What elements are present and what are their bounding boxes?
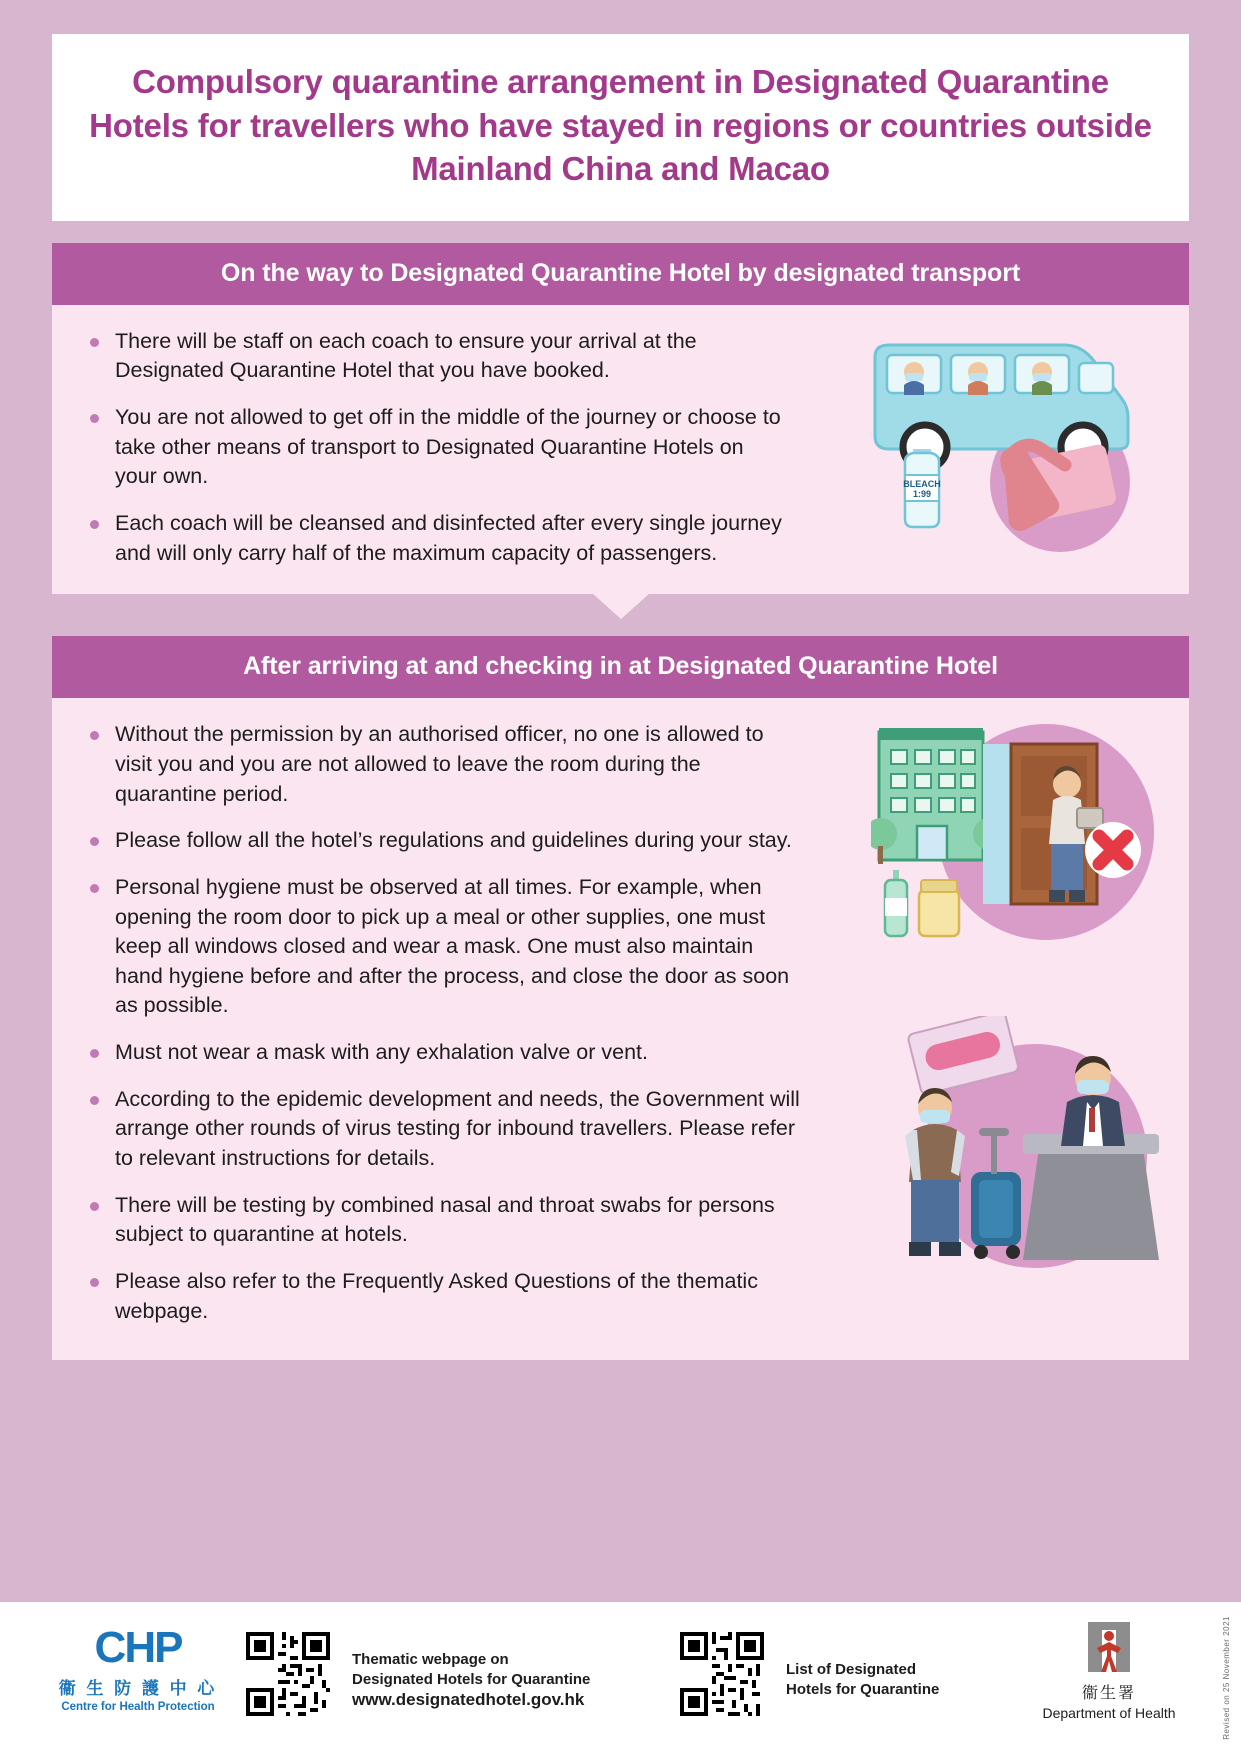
- chp-logo-chinese: 衞 生 防 護 中 心: [58, 1679, 218, 1698]
- qr-code-thematic-webpage[interactable]: [246, 1632, 330, 1716]
- hotel-room-illustration: [871, 722, 1171, 962]
- page-title: Compulsory quarantine arrangement in Designated Quarantine Hotels for travellers who have stayed in regions or countries outside Mainland China and Macao: [89, 63, 1152, 188]
- list-item: Must not wear a mask with any exhalation valve or vent.: [82, 1038, 802, 1068]
- list-item: Each coach will be cleansed and disinfected after every single journey and will only carry half of the maximum capacity of passengers.: [82, 509, 782, 568]
- list-item: Personal hygiene must be observed at all times. For example, when opening the room door to pick up a meal or other supplies, one must keep all windows closed and wear a mask. One must also maintain hand hygiene before and after the process, and close the door as soon as possible.: [82, 873, 802, 1021]
- list-item: According to the epidemic development and needs, the Government will arrange other rounds of virus testing for inbound travellers. Please refer to relevant instructions for details.: [82, 1085, 802, 1174]
- section-transport-bullets: [82, 327, 782, 569]
- thematic-webpage-url[interactable]: www.designatedhotel.gov.hk: [352, 1690, 585, 1709]
- qr-caption-thematic-webpage: [352, 1650, 590, 1711]
- title-box: [52, 34, 1189, 221]
- qr-caption-line1: Thematic webpage on: [352, 1651, 509, 1668]
- qr-caption-line1: List of Designated: [786, 1661, 917, 1678]
- list-item: There will be staff on each coach to ensure your arrival at the Designated Quarantine Hotel that you have booked.: [82, 327, 782, 386]
- doh-person-icon: [1086, 1622, 1132, 1674]
- section-hotel-bullets: [82, 720, 802, 1326]
- section-hotel-body: [52, 698, 1189, 1360]
- chp-logo-english: Centre for Health Protection: [61, 1701, 215, 1713]
- section-hotel: [52, 636, 1189, 1360]
- hotel-room-svg: [871, 722, 1171, 962]
- qr-code-hotel-list[interactable]: [680, 1632, 764, 1716]
- revision-date: Revised on 25 November 2021: [1222, 1616, 1231, 1740]
- footer: [0, 1602, 1241, 1754]
- coach-bleach-svg: [855, 327, 1165, 557]
- department-of-health-logo: [1029, 1622, 1189, 1721]
- svg-text:1:99: 1:99: [912, 488, 932, 499]
- list-item: You are not allowed to get off in the middle of the journey or choose to take other means of transport to Designated Quarantine Hotels on your own.: [82, 403, 782, 492]
- section-transport-header: On the way to Designated Quarantine Hotel by designated transport: [52, 243, 1189, 305]
- doh-english: Department of Health: [1042, 1705, 1176, 1721]
- qr-caption-hotel-list: [786, 1660, 939, 1699]
- section-connector-arrow: [592, 593, 650, 619]
- svg-text:BLEACH: BLEACH: [903, 478, 941, 489]
- qr-caption-line2: Hotels for Quarantine: [786, 1680, 940, 1698]
- section-transport-body: [52, 305, 1189, 595]
- section-transport: [52, 243, 1189, 595]
- section-hotel-header: After arriving at and checking in at Designated Quarantine Hotel: [52, 636, 1189, 698]
- testing-counter-illustration: [867, 1016, 1167, 1296]
- doh-chinese: 衞生署: [1081, 1685, 1136, 1702]
- list-item: There will be testing by combined nasal and throat swabs for persons subject to quarantine at hotels.: [82, 1191, 802, 1250]
- testing-counter-svg: [867, 1016, 1167, 1296]
- list-item: Without the permission by an authorised officer, no one is allowed to visit you and you are not allowed to leave the room during the quarantine period.: [82, 720, 802, 809]
- chp-logo-mark: CHP: [94, 1623, 182, 1672]
- list-item: Please also refer to the Frequently Asked Questions of the thematic webpage.: [82, 1267, 802, 1326]
- chp-logo: [58, 1623, 218, 1713]
- list-item: Please follow all the hotel’s regulations and guidelines during your stay.: [82, 826, 802, 856]
- doh-figure-icon: [1086, 1622, 1132, 1674]
- coach-illustration: [855, 327, 1165, 557]
- qr-caption-line2: Designated Hotels for Quarantine: [352, 1670, 591, 1688]
